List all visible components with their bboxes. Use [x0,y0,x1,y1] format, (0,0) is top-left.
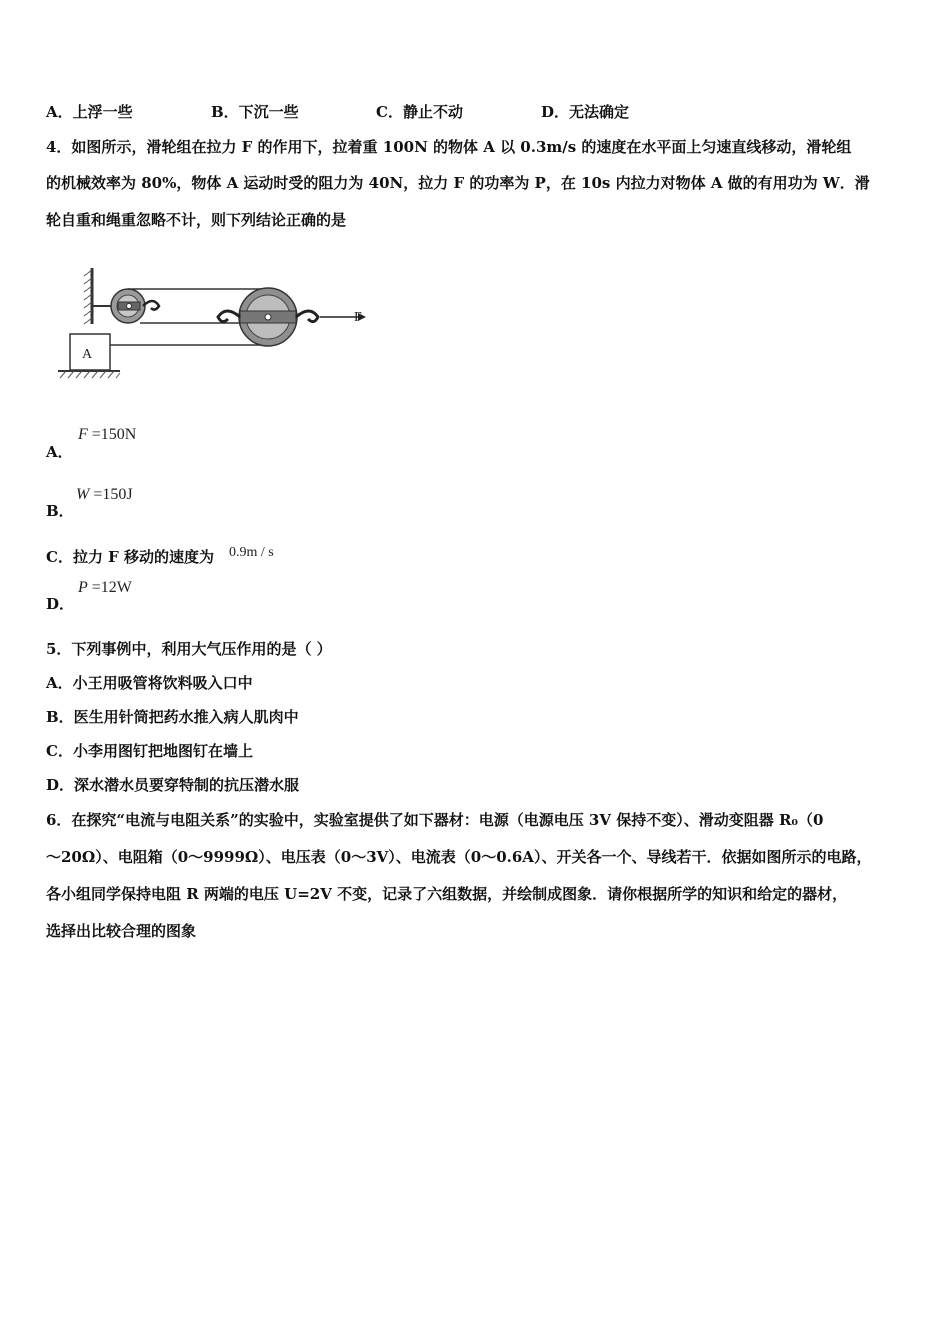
q5-stem: 5．下列事例中，利用大气压作用的是（ ） [46,640,332,658]
q5-option-b: B．医生用针筒把药水推入病人肌肉中 [46,708,299,726]
ground-hatching [60,371,120,378]
q4-stem-line-2: 的机械效率为 80%，物体 A 运动时受的阻力为 40N，拉力 F 的功率为 P，在 10s 内拉力对物体 A 做的有用功为 W．滑 [46,174,870,192]
q4-option-a-var: F [78,426,88,443]
q4-option-b-label: B． [46,502,74,520]
q3-option-d: D．无法确定 [541,103,630,121]
q3-option-a: A．上浮一些 [46,103,133,121]
q5-option-c: C．小李用图钉把地图钉在墙上 [46,742,253,760]
q4-option-d-value: =12W [91,579,132,596]
q4-stem-line-1: 4．如图所示，滑轮组在拉力 F 的作用下，拉着重 100N 的物体 A 以 0.3m/s 的速度在水平面上匀速直线移动，滑轮组 [46,138,852,156]
q3-options [46,101,746,123]
q4-option-a-label: A． [46,443,73,461]
q5-option-a: A．小王用吸管将饮料吸入口中 [46,674,253,692]
q5-option-d: D．深水潜水员要穿特制的抗压潜水服 [46,776,300,794]
pulley-diagram [40,258,380,388]
q4-option-b-formula [76,486,133,504]
q4-option-d-var: P [78,579,88,596]
q4-option-d-label: D． [46,595,75,613]
q4-option-c-text: C．拉力 F 移动的速度为 [46,548,215,566]
q4-option-a-formula [78,426,136,444]
force-label: F [354,310,362,325]
q4-stem-line-3: 轮自重和绳重忽略不计，则下列结论正确的是 [46,211,347,229]
q4-option-b-var: W [76,486,90,503]
q4-option-c-value: 0.9m / s [229,545,274,560]
q4-option-a-value: =150N [91,426,137,443]
q3-option-c: C．静止不动 [376,103,463,121]
block-a-label: A [82,347,93,362]
q6-stem-line-2: ～20Ω）、电阻箱（0～9999Ω）、电压表（0～3V）、电流表（0～0.6A）、开关各一个、导线若干．依据如图所示的电路， [46,848,872,866]
q6-stem-line-3: 各小组同学保持电阻 R 两端的电压 U=2V 不变，记录了六组数据，并绘制成图象．请你根据所学的知识和给定的器材， [46,885,848,903]
q6-stem-line-1: 6．在探究“电流与电阻关系”的实验中，实验室提供了如下器材：电源（电源电压 3V 保持不变）、滑动变阻器 R₀（0 [46,811,824,829]
q4-option-b-value: =150J [93,486,133,503]
q6-stem-line-4: 选择出比较合理的图象 [46,922,197,940]
q4-option-d-formula [78,579,132,597]
q3-option-b: B．下沉一些 [211,103,299,121]
